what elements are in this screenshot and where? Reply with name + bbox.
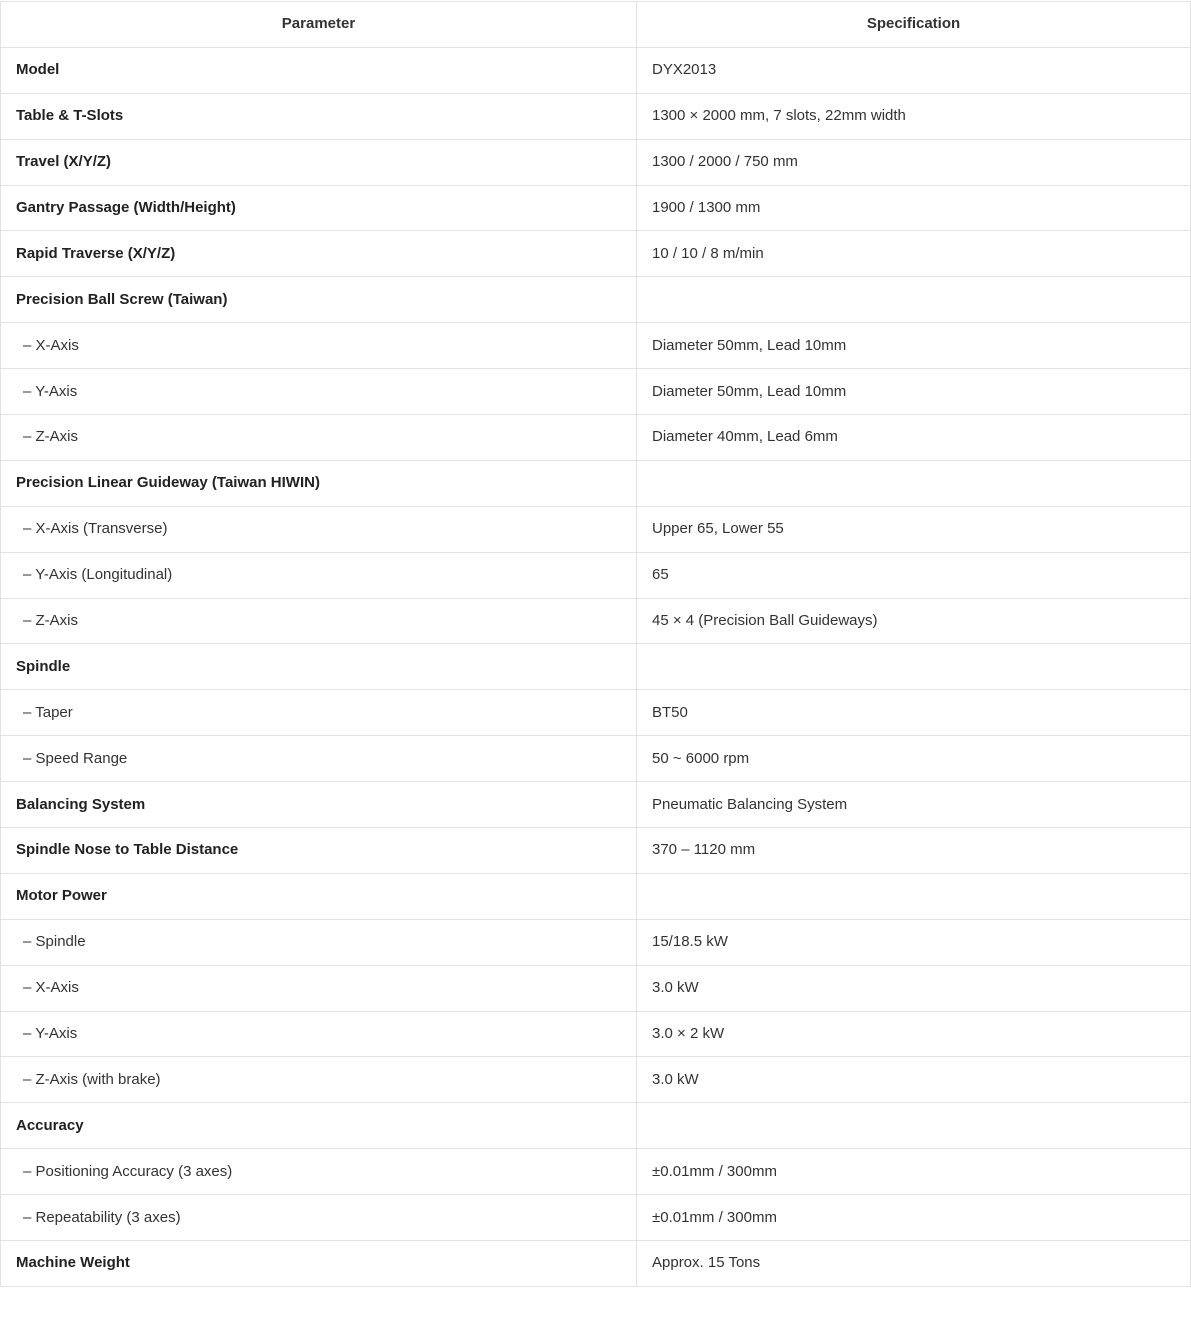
specification-value: 1300 / 2000 / 750 mm [637, 139, 1191, 185]
table-row [1, 1241, 1191, 1287]
table-row [1, 736, 1191, 782]
sub-parameter-name: – Spindle [1, 919, 637, 965]
header-row [1, 2, 1191, 48]
table-row [1, 1057, 1191, 1103]
specification-value: Pneumatic Balancing System [637, 782, 1191, 828]
specification-value: 45 × 4 (Precision Ball Guideways) [637, 598, 1191, 644]
table-row [1, 690, 1191, 736]
specification-value [637, 460, 1191, 506]
parameter-name: Balancing System [1, 782, 637, 828]
table-row [1, 782, 1191, 828]
specification-value: DYX2013 [637, 47, 1191, 93]
sub-parameter-name: – Positioning Accuracy (3 axes) [1, 1149, 637, 1195]
parameter-name: Motor Power [1, 873, 637, 919]
parameter-name: Precision Linear Guideway (Taiwan HIWIN) [1, 460, 637, 506]
specification-value: 3.0 kW [637, 1057, 1191, 1103]
parameter-name: Precision Ball Screw (Taiwan) [1, 277, 637, 323]
table-row [1, 506, 1191, 552]
specification-value: 1300 × 2000 mm, 7 slots, 22mm width [637, 93, 1191, 139]
specification-value: 10 / 10 / 8 m/min [637, 231, 1191, 277]
sub-parameter-name: – Y-Axis [1, 1011, 637, 1057]
parameter-name: Gantry Passage (Width/Height) [1, 185, 637, 231]
sub-parameter-name: – Z-Axis (with brake) [1, 1057, 637, 1103]
table-row [1, 873, 1191, 919]
specification-value: BT50 [637, 690, 1191, 736]
specification-value: 65 [637, 552, 1191, 598]
table-row [1, 828, 1191, 874]
table-row [1, 185, 1191, 231]
sub-parameter-name: – Taper [1, 690, 637, 736]
specification-value: 3.0 × 2 kW [637, 1011, 1191, 1057]
table-row [1, 231, 1191, 277]
header-parameter: Parameter [1, 2, 637, 48]
specification-value [637, 873, 1191, 919]
specification-value: Approx. 15 Tons [637, 1241, 1191, 1287]
parameter-name: Spindle Nose to Table Distance [1, 828, 637, 874]
specification-value: 3.0 kW [637, 965, 1191, 1011]
table-row [1, 415, 1191, 461]
table-row [1, 460, 1191, 506]
table-row [1, 552, 1191, 598]
specification-value: ±0.01mm / 300mm [637, 1149, 1191, 1195]
header-specification: Specification [637, 2, 1191, 48]
parameter-name: Travel (X/Y/Z) [1, 139, 637, 185]
sub-parameter-name: – Y-Axis [1, 369, 637, 415]
table-row [1, 47, 1191, 93]
parameter-name: Rapid Traverse (X/Y/Z) [1, 231, 637, 277]
specification-value [637, 277, 1191, 323]
table-header [1, 2, 1191, 48]
parameter-name: Table & T-Slots [1, 93, 637, 139]
parameter-name: Spindle [1, 644, 637, 690]
specification-value: 15/18.5 kW [637, 919, 1191, 965]
specification-value: 370 – 1120 mm [637, 828, 1191, 874]
table-row [1, 598, 1191, 644]
table-body [1, 47, 1191, 1286]
specification-value: Diameter 50mm, Lead 10mm [637, 369, 1191, 415]
table-row [1, 323, 1191, 369]
specification-value: Upper 65, Lower 55 [637, 506, 1191, 552]
table-row [1, 919, 1191, 965]
sub-parameter-name: – Y-Axis (Longitudinal) [1, 552, 637, 598]
specification-value: Diameter 40mm, Lead 6mm [637, 415, 1191, 461]
specification-value [637, 1103, 1191, 1149]
sub-parameter-name: – X-Axis [1, 323, 637, 369]
parameter-name: Model [1, 47, 637, 93]
table-row [1, 1011, 1191, 1057]
specification-value: Diameter 50mm, Lead 10mm [637, 323, 1191, 369]
table-row [1, 277, 1191, 323]
specification-value [637, 644, 1191, 690]
table-row [1, 369, 1191, 415]
specification-value: 50 ~ 6000 rpm [637, 736, 1191, 782]
parameter-name: Machine Weight [1, 1241, 637, 1287]
sub-parameter-name: – X-Axis [1, 965, 637, 1011]
table-row [1, 1195, 1191, 1241]
sub-parameter-name: – Z-Axis [1, 598, 637, 644]
table-row [1, 139, 1191, 185]
specification-value: 1900 / 1300 mm [637, 185, 1191, 231]
table-row [1, 965, 1191, 1011]
table-row [1, 644, 1191, 690]
sub-parameter-name: – X-Axis (Transverse) [1, 506, 637, 552]
specification-value: ±0.01mm / 300mm [637, 1195, 1191, 1241]
sub-parameter-name: – Z-Axis [1, 415, 637, 461]
table-row [1, 1103, 1191, 1149]
table-row [1, 1149, 1191, 1195]
parameter-name: Accuracy [1, 1103, 637, 1149]
table-row [1, 93, 1191, 139]
sub-parameter-name: – Repeatability (3 axes) [1, 1195, 637, 1241]
sub-parameter-name: – Speed Range [1, 736, 637, 782]
specification-table [0, 1, 1191, 1287]
